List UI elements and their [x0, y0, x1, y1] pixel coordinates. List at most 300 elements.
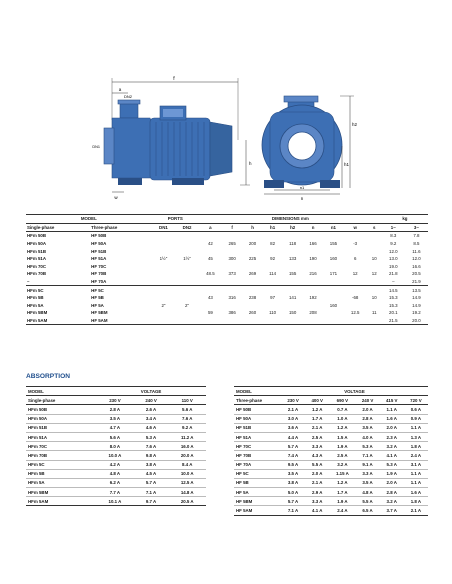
table-cell: 8.4 A	[168, 460, 206, 469]
table-cell	[222, 232, 242, 240]
table-cell	[175, 286, 199, 294]
table-cell	[199, 302, 222, 310]
table-cell: 8.0 A	[96, 442, 134, 451]
table-cell: 3.6 A	[281, 423, 305, 432]
table-cell: HF 5B	[91, 295, 104, 301]
table-row	[234, 451, 428, 460]
table-cell: 2.8 A	[96, 405, 134, 414]
table-cell: 15.3	[389, 295, 398, 301]
table-cell	[242, 302, 262, 310]
column-header: 240 V	[355, 396, 379, 405]
table-cell: 4.0 A	[355, 432, 379, 441]
table-cell: 4.3 A	[305, 451, 329, 460]
table-cell: HFm 5AM	[26, 317, 90, 325]
table-cell: 1.8 A	[404, 442, 428, 451]
table-cell: HF 5A	[234, 488, 281, 497]
table-cell	[199, 247, 222, 255]
table-cell: HF 5C	[90, 286, 151, 294]
column-header: h1	[263, 223, 283, 232]
pump-front-view	[262, 96, 358, 201]
table-cell: 3.2 A	[380, 497, 404, 506]
table-cell: 1.6 A	[380, 414, 404, 423]
table-cell: 5.5 A	[305, 460, 329, 469]
table-row	[234, 469, 428, 478]
table-cell	[367, 240, 382, 248]
table-cell: 316	[228, 295, 236, 301]
table-cell: 14.9	[412, 295, 421, 301]
column-header: 1~	[382, 223, 405, 232]
table-row	[26, 497, 206, 506]
table-cell	[263, 278, 283, 286]
table-cell: 1½"	[183, 256, 191, 262]
table-cell	[175, 270, 199, 278]
table-cell: 5.7 A	[281, 497, 305, 506]
table-cell: 11	[371, 310, 377, 316]
table-cell	[323, 247, 343, 255]
table-cell: 11.2 A	[168, 432, 206, 441]
table-cell	[344, 317, 367, 325]
column-header: n1	[323, 223, 343, 232]
table-cell: 1½"	[159, 256, 168, 262]
table-cell: 3.3 A	[305, 442, 329, 451]
table-cell: 2.0 A	[380, 478, 404, 487]
pump-side-view	[92, 76, 252, 200]
table-cell: 4.8 A	[96, 469, 134, 478]
table-cell: –	[392, 279, 395, 285]
table-cell: 1.6 A	[404, 488, 428, 497]
table-cell: HF 5BM	[234, 497, 281, 506]
table-cell: 150	[288, 310, 297, 316]
table-cell: 8.3	[382, 232, 405, 240]
table-cell: 5.5 A	[355, 497, 379, 506]
table-row	[234, 442, 428, 451]
table-cell: 12	[352, 271, 358, 277]
table-cell: HFm 5A	[27, 302, 44, 308]
table-cell: 1.8 A	[404, 497, 428, 506]
absorption-title: ABSORPTION	[26, 373, 70, 380]
table-cell	[263, 317, 283, 325]
table-cell: 1.7 A	[305, 414, 329, 423]
column-header: a	[199, 223, 222, 232]
table-cell: 238	[248, 295, 257, 301]
header-voltage: VOLTAGE	[96, 387, 206, 396]
table-cell: HFm 50B	[26, 405, 96, 414]
table-cell: 225	[248, 256, 257, 262]
table-cell: 1.2 A	[305, 405, 329, 414]
table-cell	[282, 317, 302, 325]
table-cell: 0.9 A	[404, 414, 428, 423]
table-cell	[152, 317, 176, 325]
table-cell: 4.6 A	[134, 423, 169, 432]
table-cell: HF 5AM	[234, 506, 281, 515]
table-cell	[152, 247, 176, 255]
table-cell: 171	[329, 271, 338, 277]
table-cell: 48.5	[206, 271, 215, 277]
table-cell: 14.8 A	[168, 488, 206, 497]
table-cell	[242, 286, 262, 294]
absorption-group-header	[26, 387, 206, 396]
header-dimensions: DIMENSIONS mm	[199, 215, 382, 224]
table-cell: 43	[207, 295, 213, 301]
header-kg: kg	[382, 215, 428, 224]
table-cell: 1.1 A	[404, 469, 428, 478]
table-cell: HF 50B	[234, 405, 281, 414]
table-cell: 3.0 A	[281, 414, 305, 423]
table-cell: 0.7 A	[329, 405, 355, 414]
table-cell: 9.5 A	[281, 460, 305, 469]
table-cell	[242, 278, 262, 286]
table-cell: 4.8 A	[355, 488, 379, 497]
table-cell: 20.1	[389, 310, 398, 316]
table-cell: 19.2	[412, 310, 421, 316]
table-cell: HFm 51A	[27, 256, 47, 262]
table-cell: 20.0	[405, 317, 428, 325]
table-cell	[152, 270, 176, 278]
table-cell: 1.5 A	[329, 432, 355, 441]
table-cell	[242, 232, 262, 240]
table-cell	[282, 302, 302, 310]
table-cell: 1.0 A	[329, 414, 355, 423]
table-cell: HFm 51B	[26, 423, 96, 432]
table-cell: 373	[228, 271, 236, 277]
table-cell: HF 70A	[234, 460, 281, 469]
table-cell: 2.1 A	[305, 478, 329, 487]
table-cell	[323, 232, 343, 240]
dim-f-label: f	[173, 76, 175, 82]
table-cell: 190	[309, 256, 317, 262]
table-cell: 10.0 A	[96, 451, 134, 460]
table-cell: 300	[228, 256, 236, 262]
dim-h1-front-label: h1	[344, 162, 350, 167]
table-cell: 5.6 A	[96, 432, 134, 441]
table-cell: 14.9	[412, 302, 421, 308]
table-cell: 216	[309, 271, 317, 277]
table-cell: 13.5	[405, 286, 428, 294]
table-cell: 9.1 A	[355, 460, 379, 469]
dim-h2-label: h2	[352, 122, 358, 127]
table-cell	[222, 286, 242, 294]
absorption-column-header	[234, 396, 428, 405]
table-row	[26, 451, 206, 460]
table-cell	[152, 232, 176, 240]
table-cell: 2"	[185, 302, 190, 308]
table-cell: 1.9 A	[329, 497, 355, 506]
table-cell: HFm 5C	[26, 460, 96, 469]
table-cell	[367, 232, 382, 240]
table-cell: HF 50A	[234, 414, 281, 423]
table-cell	[323, 263, 343, 271]
table-cell: 9.2 A	[168, 423, 206, 432]
table-cell	[242, 263, 262, 271]
table-cell: HFm 5BM	[26, 488, 96, 497]
table-cell: 160	[329, 256, 338, 262]
column-header: Single-phase	[26, 396, 96, 405]
table-cell: 12.5 A	[168, 478, 206, 487]
table-cell	[344, 302, 367, 310]
absorption-single-phase-table	[26, 386, 206, 506]
table-cell	[222, 317, 242, 325]
table-cell	[282, 232, 302, 240]
table-row	[26, 423, 206, 432]
table-cell	[367, 302, 382, 310]
table-cell: 10	[371, 295, 377, 301]
absorption-group-header	[234, 387, 428, 396]
dn1-label: DN1	[92, 145, 100, 149]
table-cell	[303, 263, 323, 271]
column-header: DN1	[152, 223, 176, 232]
table-cell: 1.3 A	[404, 432, 428, 441]
table-cell: 2.0 A	[380, 423, 404, 432]
table-cell: 1.9 A	[329, 442, 355, 451]
table-cell: 19.0	[389, 263, 398, 269]
table-cell: 208	[309, 310, 317, 316]
column-header: 110 V	[168, 396, 206, 405]
table-cell: 21.9	[412, 279, 421, 285]
table-cell: 59	[207, 310, 213, 316]
table-row	[26, 255, 428, 263]
table-cell: 2.1 A	[404, 506, 428, 515]
column-header: f	[222, 223, 242, 232]
table-row	[26, 247, 428, 255]
table-cell: 3.8 A	[134, 460, 169, 469]
table-cell: HF 50B	[90, 232, 151, 240]
table-cell: 1.1 A	[380, 405, 404, 414]
table-cell: 5.7 A	[134, 478, 169, 487]
table-cell	[199, 278, 222, 286]
table-cell: HFm 70B	[27, 271, 47, 277]
dimensions-column-header	[26, 223, 428, 232]
table-cell: -3	[353, 241, 358, 247]
header-ports: PORTS	[152, 215, 199, 224]
table-cell: 13.0	[389, 256, 398, 262]
column-header: 230 V	[281, 396, 305, 405]
table-cell: 2.4 A	[329, 506, 355, 515]
table-cell	[303, 286, 323, 294]
table-cell	[303, 232, 323, 240]
table-cell	[344, 232, 367, 240]
table-cell	[199, 317, 222, 325]
table-cell	[263, 247, 283, 255]
table-cell	[263, 263, 283, 271]
table-cell: 92	[270, 256, 276, 262]
table-cell	[282, 278, 302, 286]
table-cell: 20.5	[412, 271, 421, 277]
dimensions-table	[26, 214, 428, 325]
dim-a-label: a	[118, 87, 122, 92]
table-cell: 21.8	[389, 271, 398, 277]
table-cell: HFm 5B	[27, 295, 44, 301]
table-cell: 16.0 A	[168, 442, 206, 451]
table-cell: HFm 5C	[26, 286, 90, 294]
table-cell: 4.2 A	[96, 460, 134, 469]
table-cell: 12.0	[412, 256, 421, 262]
table-row	[26, 488, 206, 497]
table-cell: 2.0 A	[355, 405, 379, 414]
table-row	[234, 488, 428, 497]
table-cell	[367, 278, 382, 286]
table-cell: 2.3 A	[380, 432, 404, 441]
table-cell: 2.1 A	[305, 423, 329, 432]
table-cell: 1.1 A	[404, 478, 428, 487]
table-cell: HF 51B	[234, 423, 281, 432]
table-cell: 4.7 A	[96, 423, 134, 432]
dim-n1-label: n1	[299, 185, 305, 190]
table-cell: 3.7 A	[380, 506, 404, 515]
column-header: h	[242, 223, 262, 232]
header-model: MODEL	[26, 215, 152, 224]
table-cell: 2.8 A	[380, 488, 404, 497]
table-cell: 3.5 A	[281, 469, 305, 478]
table-cell: 2"	[161, 302, 166, 308]
table-cell	[152, 278, 176, 286]
column-header: h2	[282, 223, 302, 232]
table-cell: HFm 51A	[26, 432, 96, 441]
table-cell: 12.5	[350, 310, 360, 316]
table-cell	[175, 263, 199, 271]
table-cell: HF 5B	[234, 478, 281, 487]
table-cell: 3.2 A	[329, 460, 355, 469]
table-cell: 0.6 A	[404, 405, 428, 414]
table-cell: HF 5AM	[90, 317, 151, 325]
table-cell	[344, 247, 367, 255]
column-header: 690 V	[329, 396, 355, 405]
table-cell: HF 50A	[91, 241, 107, 247]
table-cell: 192	[309, 295, 317, 301]
column-header: n	[303, 223, 323, 232]
table-row	[234, 432, 428, 441]
table-cell: 8.5	[413, 241, 420, 247]
table-cell: 5.0 A	[281, 488, 305, 497]
table-cell: 2.5 A	[305, 432, 329, 441]
table-cell: 7.7 A	[96, 488, 134, 497]
table-cell: 166	[309, 241, 317, 247]
table-row	[234, 414, 428, 423]
table-cell: 5.3 A	[134, 432, 169, 441]
table-cell: 260	[248, 310, 257, 316]
table-cell: 6.5 A	[355, 506, 379, 515]
table-cell: HF 51A	[234, 432, 281, 441]
table-cell	[323, 278, 343, 286]
table-cell: 10	[371, 256, 377, 262]
table-cell: 9.8 A	[134, 451, 169, 460]
table-cell: HF 70B	[91, 271, 107, 277]
table-cell: 2.8 A	[355, 414, 379, 423]
table-cell	[367, 317, 382, 325]
table-cell: 4.5 A	[134, 469, 169, 478]
table-cell: 5.3 A	[355, 442, 379, 451]
table-cell	[242, 247, 262, 255]
table-cell	[199, 232, 222, 240]
table-cell: HFm 5BM	[27, 310, 48, 316]
table-cell: 10.1 A	[96, 497, 134, 506]
table-cell	[175, 294, 199, 302]
table-cell	[242, 317, 262, 325]
table-cell: 7.6 A	[168, 414, 206, 423]
column-header: 240 V	[134, 396, 169, 405]
table-cell: 4.4 A	[281, 432, 305, 441]
table-cell	[222, 302, 242, 310]
table-cell: HFm 50A	[26, 414, 96, 423]
table-cell: 2.6 A	[134, 405, 169, 414]
table-row	[26, 317, 428, 325]
table-cell: 21.5	[382, 317, 405, 325]
table-cell	[263, 302, 283, 310]
table-cell	[152, 240, 176, 248]
table-cell: 2.4 A	[404, 451, 428, 460]
column-header: 400 V	[305, 396, 329, 405]
table-cell	[263, 286, 283, 294]
table-cell	[303, 317, 323, 325]
header-model: MODEL	[26, 387, 96, 396]
table-cell: 3.1 A	[404, 460, 428, 469]
table-cell: 110	[269, 310, 277, 316]
table-cell: 3.3 A	[355, 469, 379, 478]
table-cell: 97	[270, 295, 276, 301]
table-cell: 3.4 A	[134, 414, 169, 423]
column-header: 720 V	[404, 396, 428, 405]
dim-h-label: h	[249, 161, 252, 166]
table-cell: 3.5 A	[355, 478, 379, 487]
table-cell	[175, 232, 199, 240]
table-cell: 9.7 A	[134, 497, 169, 506]
table-cell: HFm 70C	[27, 263, 47, 269]
table-row	[26, 286, 428, 294]
table-cell: 155	[329, 241, 338, 247]
table-cell: HF 51B	[91, 248, 107, 254]
table-cell	[367, 247, 382, 255]
table-cell	[175, 240, 199, 248]
table-row	[234, 460, 428, 469]
table-cell: HF 5BM	[91, 310, 108, 316]
table-row	[26, 232, 428, 240]
table-cell: 16.6	[412, 263, 421, 269]
table-cell: 118	[289, 241, 297, 247]
table-cell: 20.5 A	[168, 497, 206, 506]
table-row	[26, 270, 428, 278]
table-cell: HF 5C	[234, 469, 281, 478]
table-cell: 12	[371, 271, 377, 277]
table-cell	[323, 294, 343, 302]
dim-n-label: n	[300, 196, 304, 201]
table-cell: 6.2 A	[96, 478, 134, 487]
table-cell	[152, 263, 176, 271]
table-cell	[323, 286, 343, 294]
column-header: 415 V	[380, 396, 404, 405]
table-cell	[367, 286, 382, 294]
table-row	[26, 405, 206, 414]
table-cell: 11.6	[412, 248, 421, 254]
table-row	[26, 302, 428, 310]
absorption-column-header	[26, 396, 206, 405]
table-cell: 7.6 A	[134, 442, 169, 451]
table-cell: 3.5 A	[355, 423, 379, 432]
table-row	[26, 278, 428, 286]
table-cell: HF 70C	[91, 263, 107, 269]
table-cell: HF 70B	[234, 451, 281, 460]
table-row	[26, 442, 206, 451]
header-model: MODEL	[234, 387, 281, 396]
table-row	[26, 263, 428, 271]
table-row	[26, 469, 206, 478]
table-cell: 114	[269, 271, 277, 277]
table-row	[234, 506, 428, 515]
table-cell: 133	[288, 256, 297, 262]
table-row	[26, 309, 428, 317]
table-cell: HFm 5A	[26, 478, 96, 487]
table-cell	[303, 302, 323, 310]
table-cell: HFm 50B	[26, 232, 90, 240]
header-voltage: VOLTAGE	[281, 387, 428, 396]
